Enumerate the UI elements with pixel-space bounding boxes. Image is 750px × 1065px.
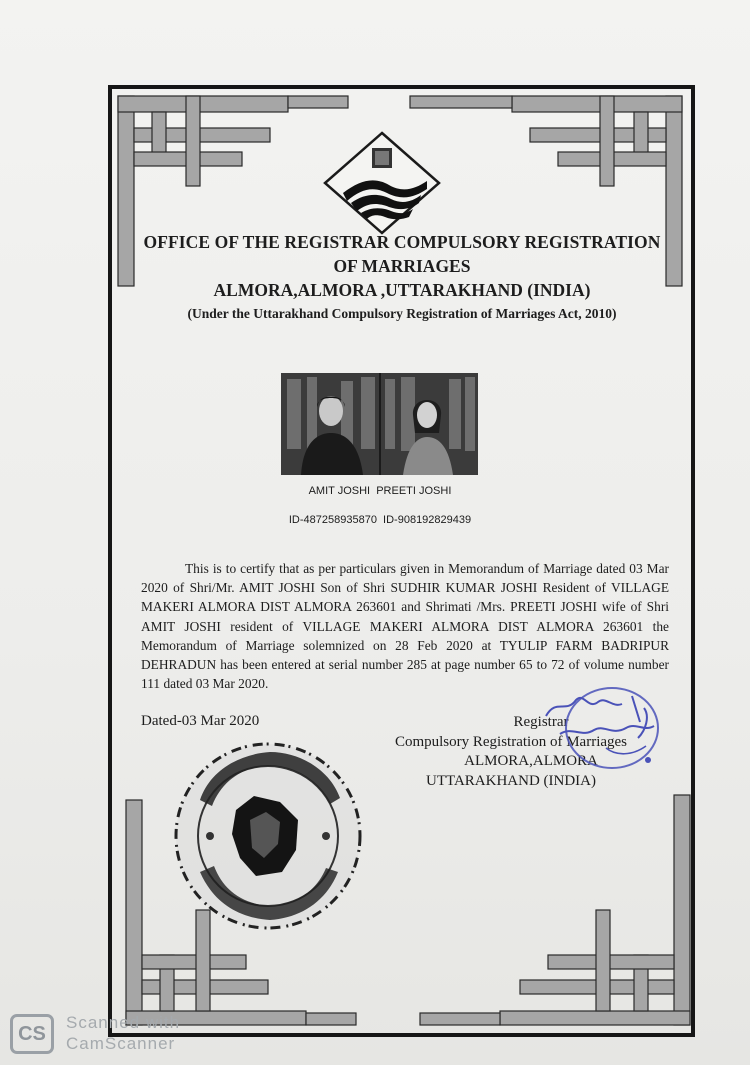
issue-date: Dated-03 Mar 2020 bbox=[141, 713, 260, 729]
camscanner-line-1: Scanned with bbox=[66, 1013, 181, 1032]
certificate-body: This is to certify that as per particulars given in Memorandum of Marriage dated 03 Mar 2020 of Shri/Mr. AMIT JOSHI Son of Shri SUDHIR KUMAR JOSHI Resident of VILLAGE MAKERI ALMORA DIST ALMORA 263601 and Shrimati /Mrs. PREETI JOSHI wife of Shri AMIT JOSHI resident of VILLAGE MAKERI ALMORA DIST ALMORA 263601 the Memorandum of Marriage solemnized on 28 Feb 2020 at TYULIP FARM BADRIPUR DEHRADUN has been entered at serial number 285 at page number 65 to 72 of volume number 111 dated 03 Mar 2020. bbox=[141, 561, 669, 692]
header-act-subtitle: (Under the Uttarakhand Compulsory Registration of Marriages Act, 2010) bbox=[187, 306, 617, 321]
registrar-title: Registrar bbox=[513, 714, 569, 730]
uttarakhand-emblem-icon bbox=[323, 131, 441, 235]
registrar-office: Compulsory Registration of Marriages bbox=[394, 733, 628, 750]
camscanner-logo-icon: CS bbox=[10, 1014, 54, 1054]
header-location: ALMORA,ALMORA ,UTTARAKHAND (INDIA) bbox=[213, 280, 591, 300]
registrar-place: ALMORA,ALMORA bbox=[464, 753, 598, 769]
header-title-line-1: OFFICE OF THE REGISTRAR COMPULSORY REGISTRATION bbox=[143, 232, 661, 252]
camscanner-text bbox=[66, 1012, 180, 1054]
registrar-signature-stamp-icon bbox=[536, 686, 664, 778]
official-seal-icon bbox=[170, 740, 366, 932]
couple-ids: ID-487258935870 ID-908192829439 bbox=[288, 514, 472, 526]
camscanner-watermark bbox=[10, 1010, 210, 1062]
couple-photo bbox=[281, 373, 478, 475]
header-title-line-2: OF MARRIAGES bbox=[333, 256, 471, 276]
camscanner-line-2: CamScanner bbox=[66, 1034, 176, 1053]
registrar-state: UTTARAKHAND (INDIA) bbox=[425, 772, 597, 789]
couple-names: AMIT JOSHI PREETI JOSHI bbox=[308, 485, 452, 497]
